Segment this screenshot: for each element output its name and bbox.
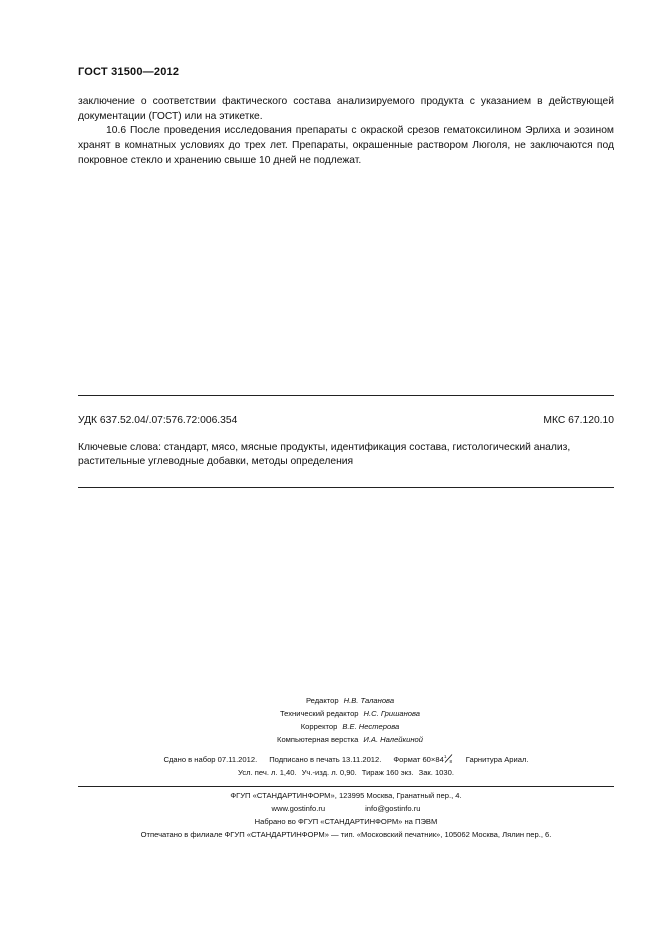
print-sheets: Усл. печ. л. 1,40. — [238, 768, 297, 777]
credit-corrector-name: В.Е. Нестерова — [342, 722, 400, 731]
print-order: Зак. 1030. — [418, 768, 454, 777]
publisher-email-link[interactable]: info@gostinfo.ru — [365, 804, 421, 813]
print-edition-sheets: Уч.-изд. л. 0,90. — [301, 768, 357, 777]
svg-text:1: 1 — [443, 754, 447, 759]
credit-layout-label: Компьютерная верстка — [277, 735, 359, 744]
print-signed: Подписано в печать 13.11.2012. — [269, 755, 382, 764]
credit-tech-editor — [200, 707, 500, 720]
top-divider — [78, 395, 614, 396]
body-paragraph-2: 10.6 После проведения исследования препараты с окраской срезов гематоксилином Эрлиха и эозином хранят в комнатных условиях до трех лет. Препараты, окрашенные раствором Люголя, не заключаются под покровное стекло и хранению свыше 10 дней не подлежат. — [78, 125, 614, 166]
credit-corrector-label: Корректор — [300, 722, 338, 731]
print-info-line-2 — [78, 766, 614, 779]
credit-layout-name: И.А. Налейкиной — [363, 735, 423, 744]
keywords-line-2: растительные углеводные добавки, методы определения — [78, 456, 354, 467]
publisher-line-1: ФГУП «СТАНДАРТИНФОРМ», 123995 Москва, Гранатный пер., 4. — [230, 791, 462, 800]
keywords-block — [78, 441, 618, 469]
keywords-divider — [78, 487, 614, 488]
credits-block — [200, 694, 500, 746]
mks-code: МКС 67.120.10 — [543, 415, 614, 426]
publisher-website-link[interactable]: www.gostinfo.ru — [271, 804, 326, 813]
print-font: Гарнитура Ариал. — [465, 755, 529, 764]
document-header: ГОСТ 31500—2012 — [78, 66, 180, 78]
publisher-line-3: Набрано во ФГУП «СТАНДАРТИНФОРМ» на ПЭВМ — [254, 817, 438, 826]
svg-text:8: 8 — [449, 758, 452, 763]
credit-editor-label: Редактор — [305, 696, 339, 705]
body-paragraph-1: заключение о соответствии фактического состава анализируемого продукта с указанием в действующей документации (ГОСТ) или на этикетке. — [78, 96, 614, 122]
print-circulation: Тираж 160 экз. — [361, 768, 414, 777]
imprint-divider — [78, 786, 614, 787]
publisher-contacts — [78, 802, 614, 815]
credit-editor — [200, 694, 500, 707]
format-fraction-glyph — [444, 754, 454, 763]
print-submitted: Сдано в набор 07.11.2012. — [163, 755, 258, 764]
credit-layout — [200, 733, 500, 746]
keywords-line-1: Ключевые слова: стандарт, мясо, мясные продукты, идентификация состава, гистологический анализ, — [78, 442, 571, 453]
print-info-block — [78, 753, 614, 779]
print-info-line-1 — [78, 753, 614, 766]
publisher-line-4: Отпечатано в филиале ФГУП «СТАНДАРТИНФОРМ» — тип. «Московский печатник», 105062 Москва, Лялин пер., 6. — [140, 830, 552, 839]
credit-tech-editor-label: Технический редактор — [279, 709, 359, 718]
udk-code: УДК 637.52.04/.07:576.72:006.354 — [78, 415, 238, 426]
credit-corrector — [200, 720, 500, 733]
credit-editor-name: Н.В. Таланова — [343, 696, 395, 705]
publisher-block — [78, 789, 614, 841]
print-format: Формат 60×84 — [393, 755, 444, 764]
credit-tech-editor-name: Н.С. Гришанова — [363, 709, 421, 718]
